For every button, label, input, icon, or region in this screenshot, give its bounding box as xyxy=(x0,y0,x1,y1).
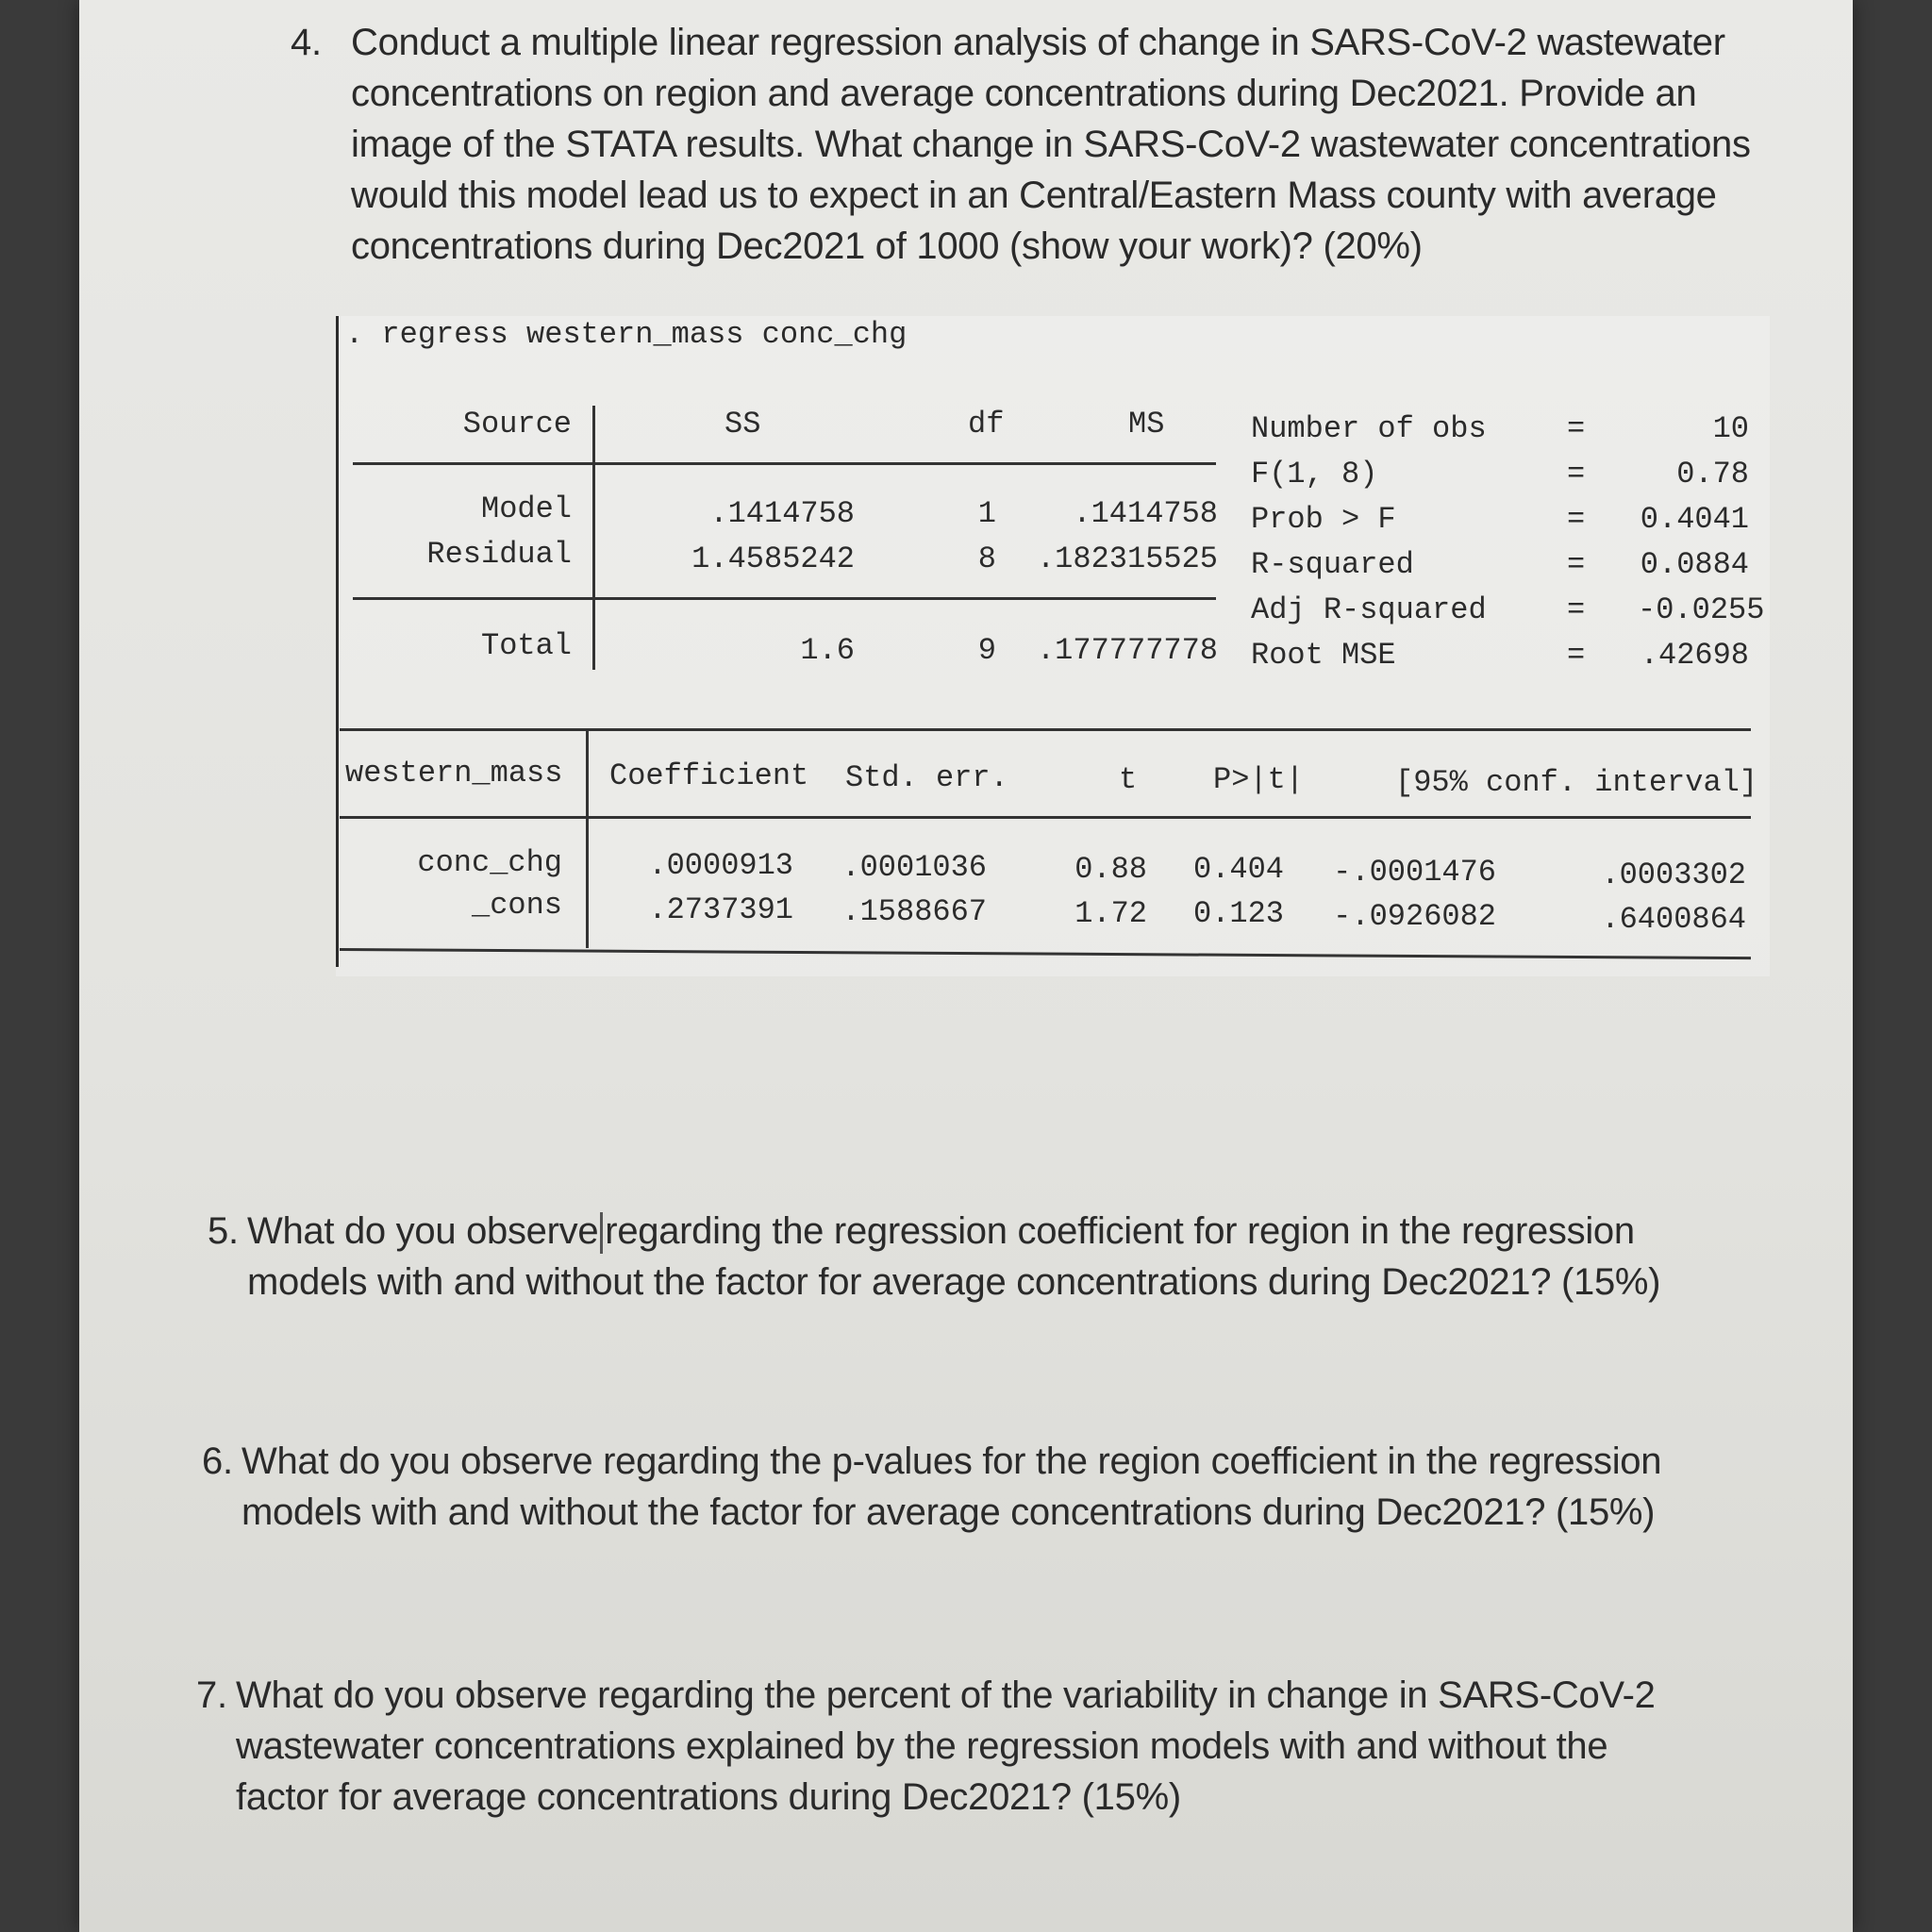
coef-header-t: t xyxy=(1119,762,1138,797)
anova-row-df: 1 xyxy=(977,496,996,531)
anova-row-df: 8 xyxy=(977,541,996,576)
anova-row-ss: .1414758 xyxy=(709,496,855,531)
stat-value: 0.78 xyxy=(1676,457,1749,491)
coef-bottom-rule xyxy=(340,948,1751,959)
question-5-text-start: What do you observe xyxy=(247,1210,599,1252)
question-6-number: 6. xyxy=(202,1441,233,1482)
coef-row-ci-high: .6400864 xyxy=(1601,902,1746,937)
stat-equals: = xyxy=(1567,547,1586,582)
stat-equals: = xyxy=(1567,457,1586,491)
coef-header-p: P>|t| xyxy=(1213,762,1305,797)
stata-command: . regress western_mass conc_chg xyxy=(345,317,908,352)
question-7-line: factor for average concentrations during Dec2021? (15%) xyxy=(236,1776,1181,1818)
stat-value: 0.0884 xyxy=(1640,547,1749,582)
anova-divider xyxy=(592,406,595,670)
coef-row-t: 0.88 xyxy=(1074,852,1147,887)
stat-label: R-squared xyxy=(1251,547,1414,582)
stat-label: Prob > F xyxy=(1251,502,1396,537)
question-5-line: models with and without the factor for average concentrations during Dec2021? (15%) xyxy=(247,1261,1661,1303)
anova-row-ms: .177777778 xyxy=(1036,633,1218,668)
stat-label: F(1, 8) xyxy=(1251,457,1378,491)
stat-value: -0.0255 xyxy=(1638,592,1765,627)
coef-row-se: .1588667 xyxy=(841,894,987,929)
question-4 xyxy=(291,17,1751,272)
coef-header-ci: [95% conf. interval] xyxy=(1395,765,1758,800)
anova-row-source: Model xyxy=(480,491,572,526)
anova-top-rule xyxy=(353,462,1216,465)
coef-row-p: 0.123 xyxy=(1192,896,1284,931)
anova-row-df: 9 xyxy=(977,633,996,668)
question-5-number: 5. xyxy=(208,1210,239,1252)
output-left-border xyxy=(336,316,339,967)
question-5 xyxy=(208,1206,1661,1307)
question-7-line: What do you observe regarding the percent of the variability in change in SARS-CoV-2 xyxy=(236,1674,1656,1716)
anova-header-ms: MS xyxy=(1128,407,1165,441)
anova-row-ms: .1414758 xyxy=(1073,496,1218,531)
stat-equals: = xyxy=(1567,411,1586,446)
coef-row-coef: .0000913 xyxy=(648,848,793,883)
question-6-line: models with and without the factor for average concentrations during Dec2021? (15%) xyxy=(242,1491,1656,1533)
stat-value: 10 xyxy=(1712,411,1749,446)
question-4-line: concentrations on region and average concentrations during Dec2021. Provide an xyxy=(351,73,1697,114)
anova-header-source: Source xyxy=(462,407,572,441)
coef-row-ci-high: .0003302 xyxy=(1601,858,1746,892)
stat-label: Adj R-squared xyxy=(1251,592,1487,627)
question-4-line: Conduct a multiple linear regression analysis of change in SARS-CoV-2 wastewater xyxy=(351,22,1725,63)
stat-value: .42698 xyxy=(1640,638,1749,673)
stat-value: 0.4041 xyxy=(1640,502,1749,537)
document-page xyxy=(79,0,1853,1932)
question-6-line: What do you observe regarding the p-values for the region coefficient in the regression xyxy=(242,1441,1662,1482)
question-4-line: image of the STATA results. What change in SARS-CoV-2 wastewater concentrations xyxy=(351,124,1751,165)
anova-row-ss: 1.6 xyxy=(800,633,855,668)
anova-row-ms: .182315525 xyxy=(1036,541,1218,576)
anova-mid-rule xyxy=(353,597,1216,600)
stat-equals: = xyxy=(1567,592,1586,627)
stat-equals: = xyxy=(1567,502,1586,537)
stat-label: Root MSE xyxy=(1251,638,1396,673)
coef-header-std-err: Std. err. xyxy=(845,760,1008,795)
coef-row-coef: .2737391 xyxy=(648,892,793,927)
question-5-line xyxy=(247,1206,1660,1257)
coef-header-rule xyxy=(340,816,1751,819)
coef-top-rule xyxy=(340,728,1751,731)
coef-row-ci-low: -.0926082 xyxy=(1333,899,1496,934)
text-cursor-icon xyxy=(600,1212,603,1254)
anova-row-source: Residual xyxy=(426,537,572,572)
anova-header-df: df xyxy=(968,407,1005,441)
anova-header-ss: SS xyxy=(724,407,761,441)
question-6 xyxy=(202,1436,1662,1538)
question-7 xyxy=(196,1670,1656,1823)
question-4-line: concentrations during Dec2021 of 1000 (show your work)? (20%) xyxy=(351,225,1423,267)
coef-row-var: _cons xyxy=(471,888,562,923)
coef-header-depvar: western_mass xyxy=(345,756,563,791)
coef-row-se: .0001036 xyxy=(841,850,987,885)
stat-label: Number of obs xyxy=(1251,411,1487,446)
coef-row-ci-low: -.0001476 xyxy=(1333,855,1496,890)
stat-equals: = xyxy=(1567,638,1586,673)
question-4-line: would this model lead us to expect in an Central/Eastern Mass county with average xyxy=(351,175,1717,216)
question-5-text-end: regarding the regression coefficient for region in the regression xyxy=(605,1210,1635,1252)
anova-row-ss: 1.4585242 xyxy=(691,541,855,576)
coef-header-coefficient: Coefficient xyxy=(609,758,809,793)
anova-row-source: Total xyxy=(480,628,572,663)
coef-row-t: 1.72 xyxy=(1074,896,1147,931)
coef-divider xyxy=(586,731,589,948)
stata-output xyxy=(336,316,1770,976)
coef-row-p: 0.404 xyxy=(1192,852,1284,887)
coef-row-var: conc_chg xyxy=(417,845,562,880)
question-7-number: 7. xyxy=(196,1674,227,1716)
question-4-number: 4. xyxy=(291,22,322,63)
question-7-line: wastewater concentrations explained by the regression models with and without the xyxy=(236,1725,1608,1767)
